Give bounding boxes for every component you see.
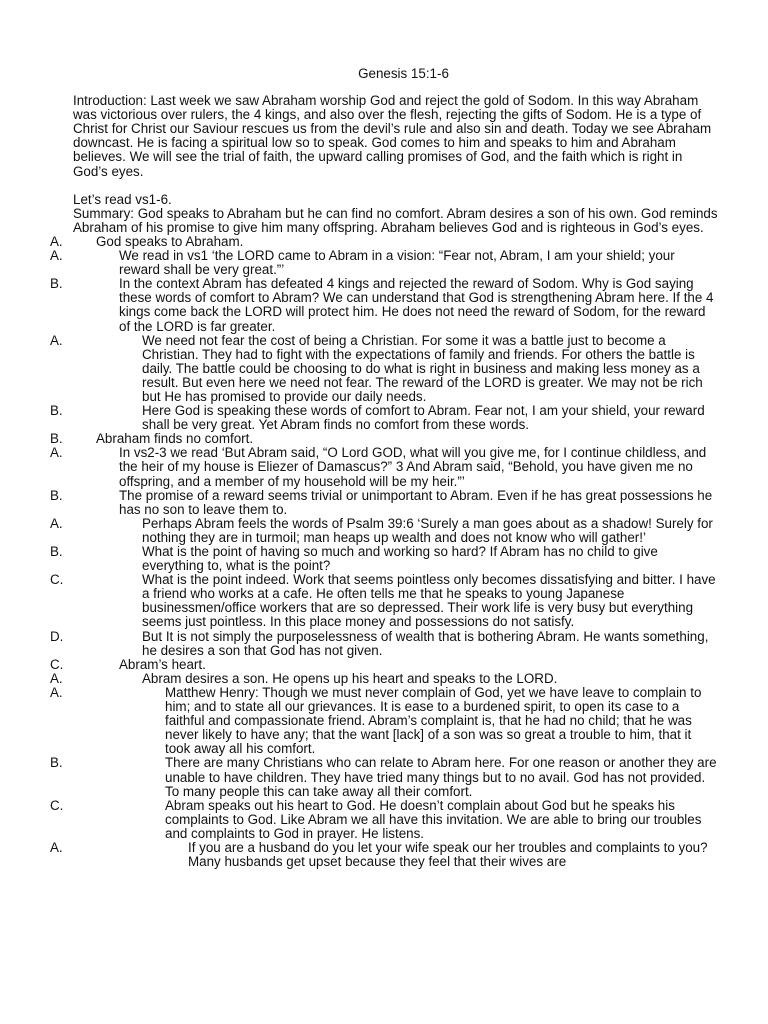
outline-text: Abram desires a son. He opens up his heart and speaks to the LORD. xyxy=(142,670,558,686)
outline-item xyxy=(50,487,718,517)
outline-marker: C. xyxy=(50,572,64,588)
outline-marker: A. xyxy=(50,332,63,348)
outline-text: In vs2-3 we read ‘But Abram said, “O Lord GOD, what will you give me, for I continue childless, and the heir of my house is Eliezer of Damascus?” 3 And Abram said, “Behold, you have given me no offspring, and a member of my household will be my heir.”’ xyxy=(119,445,707,489)
outline-text: There are many Christians who can relate to Abram here. For one reason or another they are unable to have children. They have tried many things but to no avail. God has not provided. To many people this can take away all their comfort. xyxy=(165,755,717,799)
spacer xyxy=(73,179,718,193)
outline-text: We need not fear the cost of being a Christian. For some it was a battle just to become a Christian. They had to fight with the expectations of family and friends. For others the battle is daily. The battle could be choosing to do what is right in business and making less money as a result. But even here we need not fear. The reward of the LORD is greater. We may not be rich but He has promised to provide our daily needs. xyxy=(142,332,703,404)
outline-marker: B. xyxy=(50,403,63,419)
outline-marker: D. xyxy=(50,628,64,644)
outline-item xyxy=(50,332,718,404)
lets-read-line: Let’s read vs1-6. xyxy=(73,191,172,207)
outline-item xyxy=(50,544,718,574)
outline-marker: A. xyxy=(50,684,63,700)
outline-item xyxy=(50,670,718,686)
outline-text: Abraham finds no comfort. xyxy=(96,431,254,447)
outline-marker: B. xyxy=(50,431,63,447)
outline-text: If you are a husband do you let your wife speak our her troubles and complaints to you? Many husbands get upset because they feel that their wives are xyxy=(188,839,708,870)
outline-marker: C. xyxy=(50,797,64,813)
outline-text: Abram’s heart. xyxy=(119,656,206,672)
outline-text: Here God is speaking these words of comfort to Abram. Fear not, I am your shield, your reward shall be very great. Yet Abram finds no comfort from these words. xyxy=(142,403,705,433)
outline-marker: B. xyxy=(50,544,63,559)
outline-item xyxy=(50,797,718,841)
outline-marker: C. xyxy=(50,656,64,672)
outline-marker: A. xyxy=(50,515,63,531)
outline-item xyxy=(50,684,718,757)
outline-text: But It is not simply the purposelessness of wealth that is bothering Abram. He wants something, he desires a son that God has not given. xyxy=(142,628,709,658)
outline-item xyxy=(50,248,718,278)
outline-item xyxy=(50,445,718,489)
summary-paragraph: Summary: God speaks to Abraham but he can find no comfort. Abram desires a son of his own. God reminds Abraham of his promise to give him many offspring. Abraham believes God and is righteous in God’s eyes. xyxy=(73,205,718,235)
outline-text: Abram speaks out his heart to God. He doesn’t complain about God but he speaks his complaints to God. Like Abram we all have this invitation. We are able to bring our troubles and complaints to God in prayer. He listens. xyxy=(165,797,702,841)
outline-marker: B. xyxy=(50,755,63,771)
outline-marker: A. xyxy=(50,445,63,461)
outline-marker: A. xyxy=(50,670,63,686)
introduction-paragraph: Introduction: Last week we saw Abraham worship God and reject the gold of Sodom. In this way Abraham was victorious over rulers, the 4 kings, and also over the flesh, rejecting the gifts of Sodom. He is a type of Christ for Christ our Saviour rescues us from the devil’s rule and also sin and death. Today we see Abraham downcast. He is facing a spiritual low so to speak. God comes to him and speaks to him and Abraham believes. We will see the trial of faith, the upward calling promises of God, and the faith which is right in God’s eyes. xyxy=(73,93,712,179)
outline-item xyxy=(50,572,718,630)
outline-text: In the context Abram has defeated 4 kings and rejected the reward of Sodom. Why is God saying these words of comfort to Abram? We can understand that God is strengthening Abram here. If the 4 kings come back the LORD will protect him. He does not need the reward of Sodom, for the reward of the LORD is far greater. xyxy=(119,276,714,334)
outline-item xyxy=(50,233,718,249)
outline-item xyxy=(50,755,718,799)
outline-item xyxy=(50,515,718,545)
outline-marker: B. xyxy=(50,487,63,503)
outline-text: What is the point of having so much and working so hard? If Abram has no child to give everything to, what is the point? xyxy=(142,544,658,574)
outline-item xyxy=(50,628,718,658)
outline-item xyxy=(50,276,718,334)
outline-text: God speaks to Abraham. xyxy=(96,233,244,249)
outline-text: We read in vs1 ‘the LORD came to Abram in a vision: “Fear not, Abram, I am your shield; your reward shall be very great.”’ xyxy=(119,248,675,278)
outline-item xyxy=(50,431,718,447)
outline-marker: A. xyxy=(50,248,63,264)
outline-item xyxy=(50,403,718,433)
outline-marker: B. xyxy=(50,276,63,292)
outline-item xyxy=(50,839,718,870)
outline-marker: A. xyxy=(50,839,63,855)
outline-item xyxy=(50,656,718,672)
outline-text: What is the point indeed. Work that seems pointless only becomes dissatisfying and bitter. I have a friend who works at a cafe. He often tells me that he speaks to young Japanese businessmen/office workers that are so depressed. Their work life is very busy but everything seems just pointless. In this place money and possessions do not satisfy. xyxy=(142,572,716,630)
outline-text: Perhaps Abram feels the words of Psalm 39:6 ‘Surely a man goes about as a shadow! Surely for nothing they are in turmoil; man heaps up wealth and does not know who will gather!’ xyxy=(142,515,713,545)
page-title: Genesis 15:1-6 xyxy=(358,66,449,81)
outline-text: Matthew Henry: Though we must never complain of God, yet we have leave to complain to him; and to state all our grievances. It is ease to a burdened spirit, to open its case to a faithful and compassionate friend. Abram’s complaint is, that he had no child; that he was never likely to have any; that the want [lack] of a son was so great a trouble to him, that it took away all his comfort. xyxy=(165,684,702,757)
outline-marker: A. xyxy=(50,233,63,249)
outline-text: The promise of a reward seems trivial or unimportant to Abram. Even if he has great possessions he has no son to leave them to. xyxy=(119,487,713,517)
